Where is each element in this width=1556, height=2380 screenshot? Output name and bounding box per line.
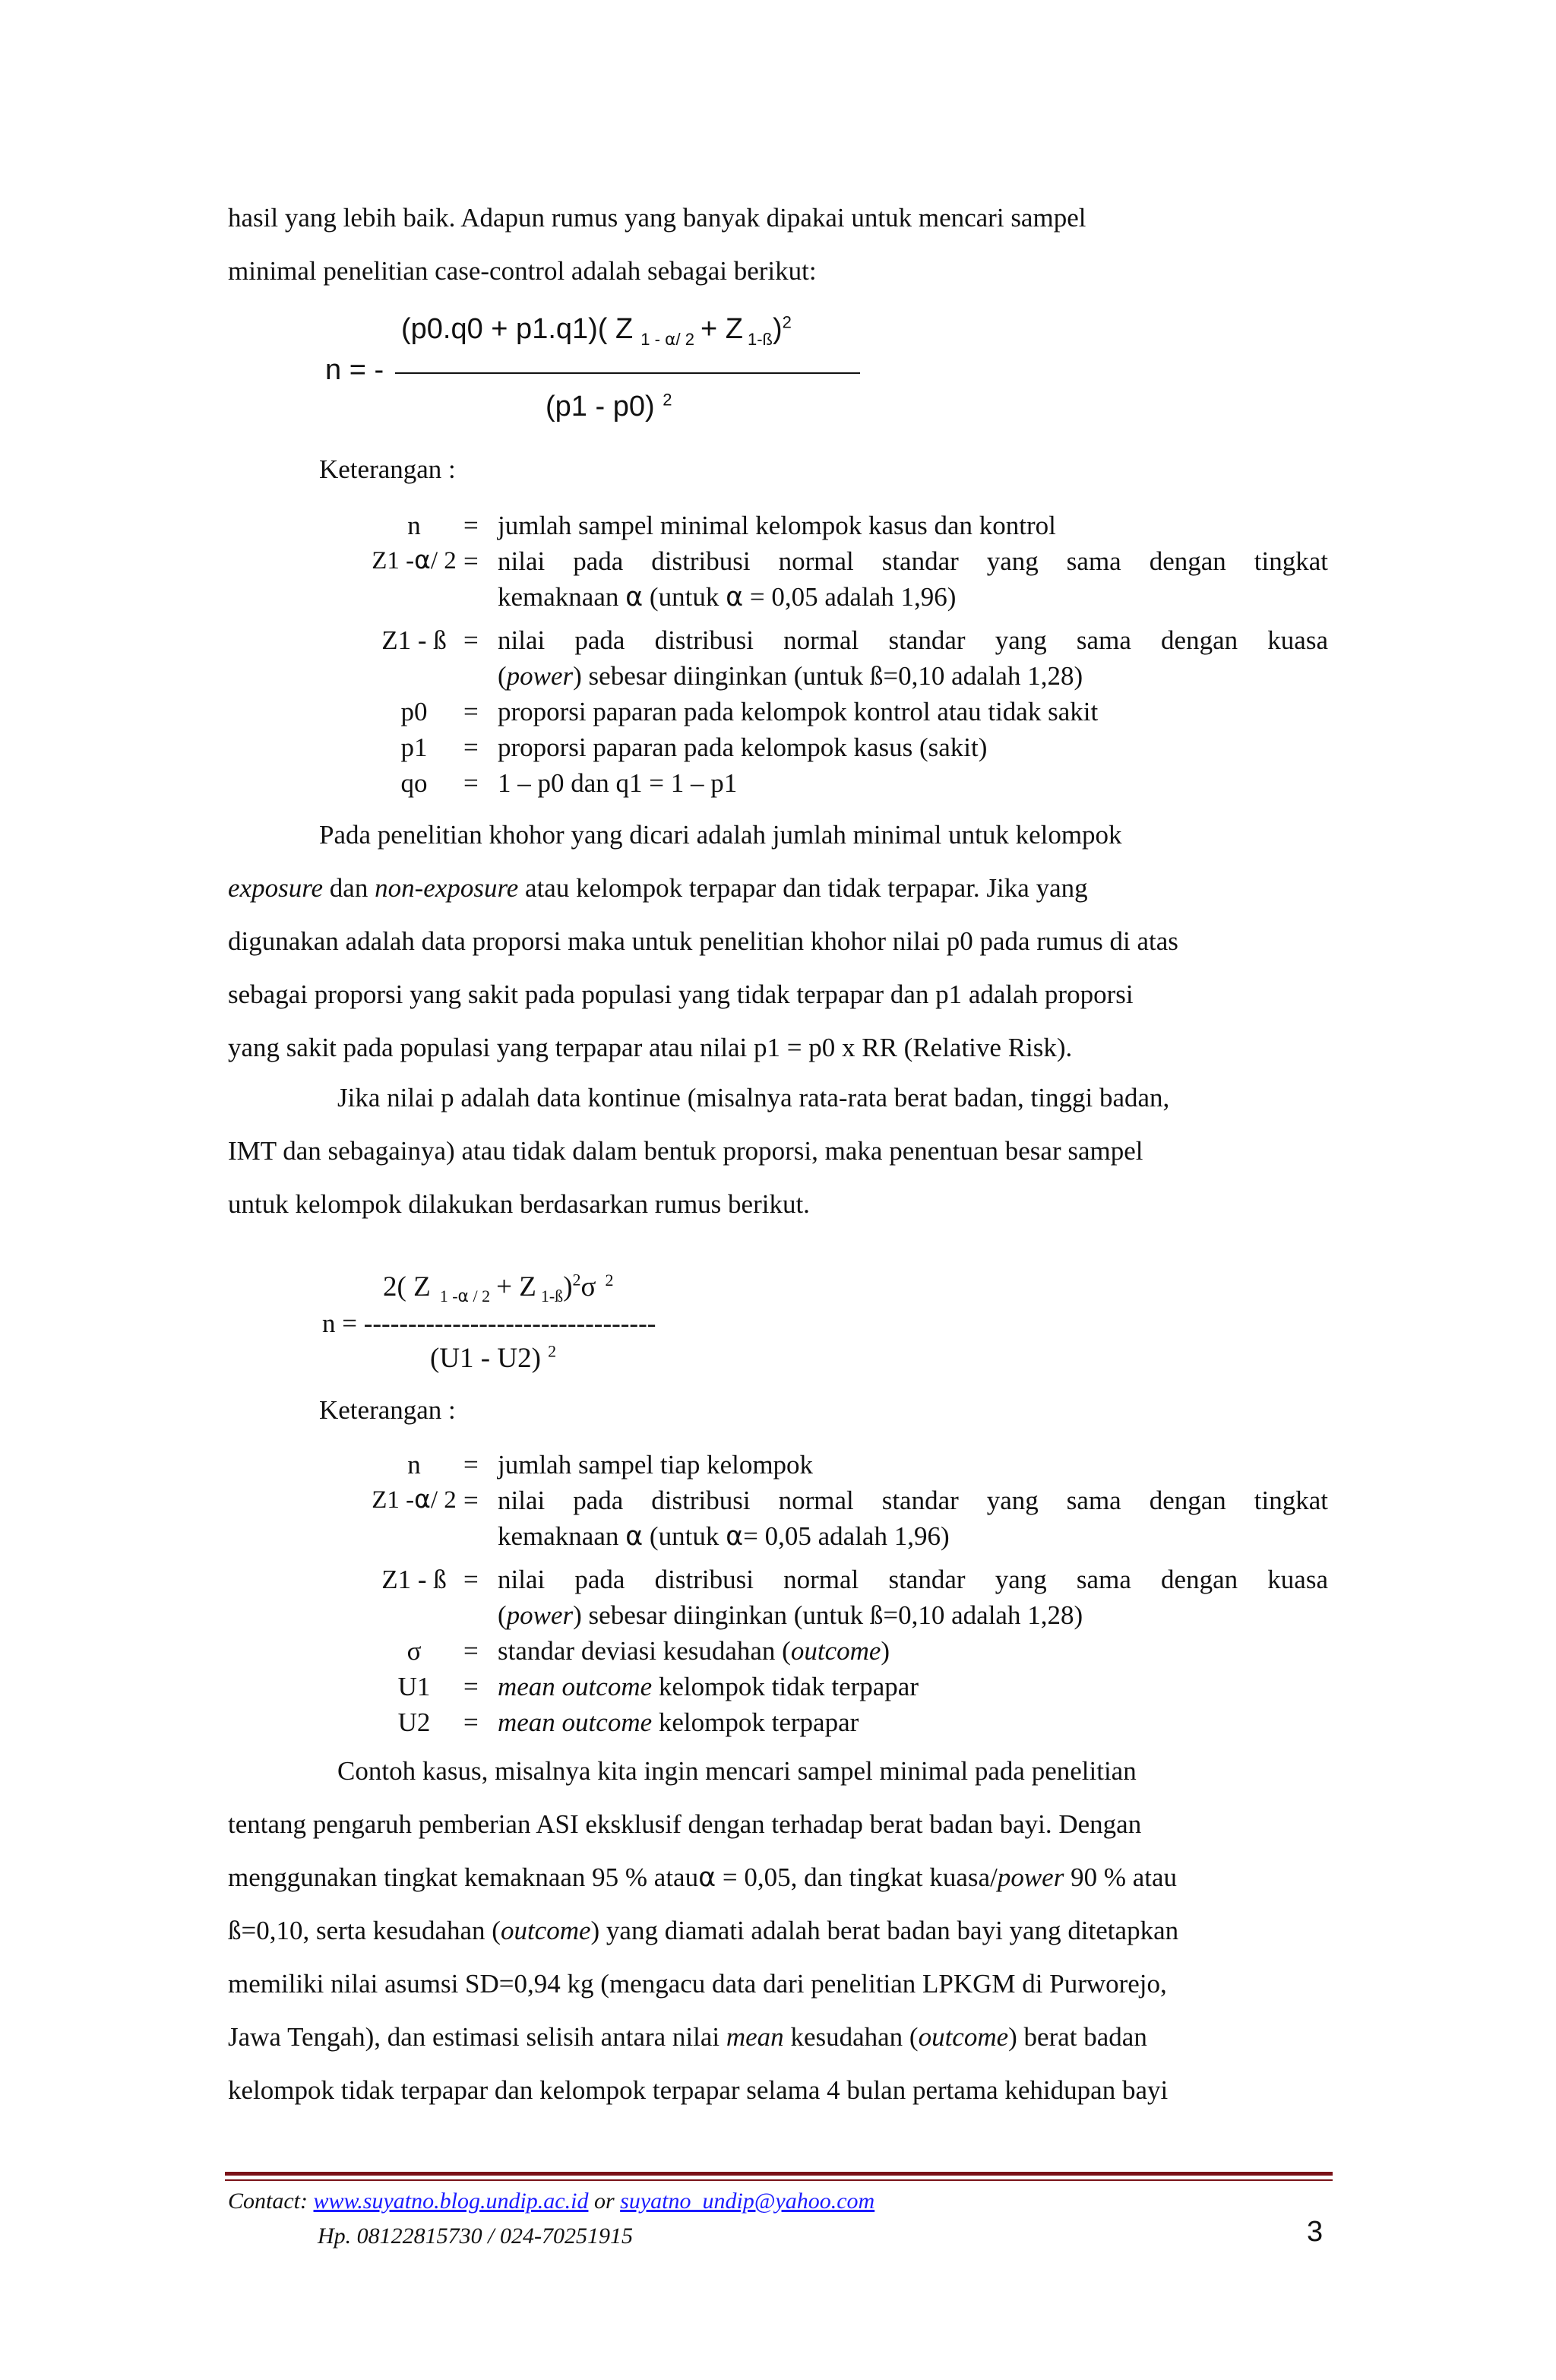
keterangan-label-1: Keterangan : <box>319 454 456 484</box>
def-row: Z1 -⍺/ 2 = nilai pada distribusi normal standar yang sama dengan tingkat kemaknaan ⍺ (untuk ⍺ = 0,05 adalah 1,96) <box>372 546 1328 612</box>
def-row: p0 = proporsi paparan pada kelompok kontrol atau tidak sakit <box>400 697 1099 726</box>
def-row: Z1 - ß = nilai pada distribusi normal standar yang sama dengan kuasa (power) sebesar diinginkan (untuk ß=0,10 adalah 1,28) <box>381 625 1328 691</box>
def-row: qo = 1 – p0 dan q1 = 1 – p1 <box>400 768 738 798</box>
def-row: p1 = proporsi paparan pada kelompok kasus (sakit) <box>400 733 988 762</box>
definitions-list-2 <box>365 1447 1328 1751</box>
intro-line-1: hasil yang lebih baik. Adapun rumus yang banyak dipakai untuk mencari sampel <box>228 203 1086 233</box>
def-row: Z1 -⍺/ 2 = nilai pada distribusi normal standar yang sama dengan tingkat kemaknaan ⍺ (untuk ⍺= 0,05 adalah 1,96) <box>372 1486 1328 1551</box>
formula2-numerator: 2( Z $_{1 -⍺ / 2}$ + Z $_{1-ß}$)$^2$σ $^2$ <box>383 1270 614 1306</box>
formula1-lhs: n = - <box>325 354 384 386</box>
paragraph-contoh: Contoh kasus, misalnya kita ingin mencari sampel minimal pada penelitian tentang pengaruh pemberian ASI eksklusif dengan terhadap berat badan bayi. Dengan menggunakan tingkat kemaknaan 95 % atau⍺ = 0,05, dan tingkat kuasa/power 90 % atau ß=0,10, serta kesudahan (outcome) yang diamati adalah berat badan bayi yang ditetapkan memiliki nilai asumsi SD=0,94 kg (mengacu data dari penelitian LPKGM di Purworejo, Jawa Tengah), dan estimasi selisih antara nilai mean kesudahan (outcome) berat badan kelompok tidak terpapar dan kelompok terpapar selama 4 bulan pertama kehidupan bayi <box>228 1756 1179 2105</box>
keterangan-label-2: Keterangan : <box>319 1395 456 1425</box>
formula1-fraction-bar <box>395 372 860 374</box>
intro-line-2: minimal penelitian case-control adalah sebagai berikut: <box>228 256 817 286</box>
formula1-denominator: (p1 - p0) $^2$ <box>546 390 672 423</box>
footer-rule-thin <box>225 2179 1333 2181</box>
website-link[interactable]: www.suyatno.blog.undip.ac.id <box>313 2189 589 2214</box>
def-row: U2 = mean outcome kelompok terpapar <box>397 1707 859 1737</box>
sigma-symbol: σ <box>580 1271 596 1302</box>
paragraph-kontinue: Jika nilai p adalah data kontinue (misalnya rata-rata berat badan, tinggi badan, IMT dan sebagainya) atau tidak dalam bentuk proporsi, maka penentuan besar sampel untuk kelompok dilakukan berdasarkan rumus berikut. <box>228 1083 1170 1219</box>
footer-rule-thick <box>225 2172 1333 2176</box>
paragraph-khohor: Pada penelitian khohor yang dicari adalah jumlah minimal untuk kelompok exposure dan non-exposure atau kelompok terpapar dan tidak terpapar. Jika yang digunakan adalah data proporsi maka untuk penelitian khohor nilai p0 pada rumus di atas sebagai proporsi yang sakit pada populasi yang tidak terpapar dan p1 adalah proporsi yang sakit pada populasi yang terpapar atau nilai p1 = p0 x RR (Relative Risk). <box>228 820 1178 1062</box>
footer-phone: Hp. 08122815730 / 024-70251915 <box>318 2223 633 2249</box>
email-link[interactable]: suyatno_undip@yahoo.com <box>620 2189 875 2214</box>
definitions-list-1 <box>365 508 1328 812</box>
formula1-numerator: (p0.q0 + p1.q1)( Z $_{1 - ⍺/ 2}$ + Z $_{1-ß}$)$^2$ <box>401 312 792 349</box>
def-row: U1 = mean outcome kelompok tidak terpapar <box>397 1672 919 1701</box>
def-row: σ = standar deviasi kesudahan (outcome) <box>406 1636 890 1666</box>
formula2-lhs: n = --------------------------------- <box>322 1309 656 1338</box>
def-row: n = jumlah sampel minimal kelompok kasus dan kontrol <box>407 511 1056 540</box>
def-row: n = jumlah sampel tiap kelompok <box>407 1450 814 1480</box>
page-number: 3 <box>1307 2216 1324 2248</box>
footer-contact: Contact: www.suyatno.blog.undip.ac.id or suyatno_undip@yahoo.com <box>228 2189 875 2214</box>
def-row: Z1 - ß = nilai pada distribusi normal standar yang sama dengan kuasa (power) sebesar diinginkan (untuk ß=0,10 adalah 1,28) <box>381 1565 1328 1630</box>
intro-paragraph <box>228 191 1328 298</box>
formula2-denominator: (U1 - U2) $^2$ <box>430 1341 557 1374</box>
